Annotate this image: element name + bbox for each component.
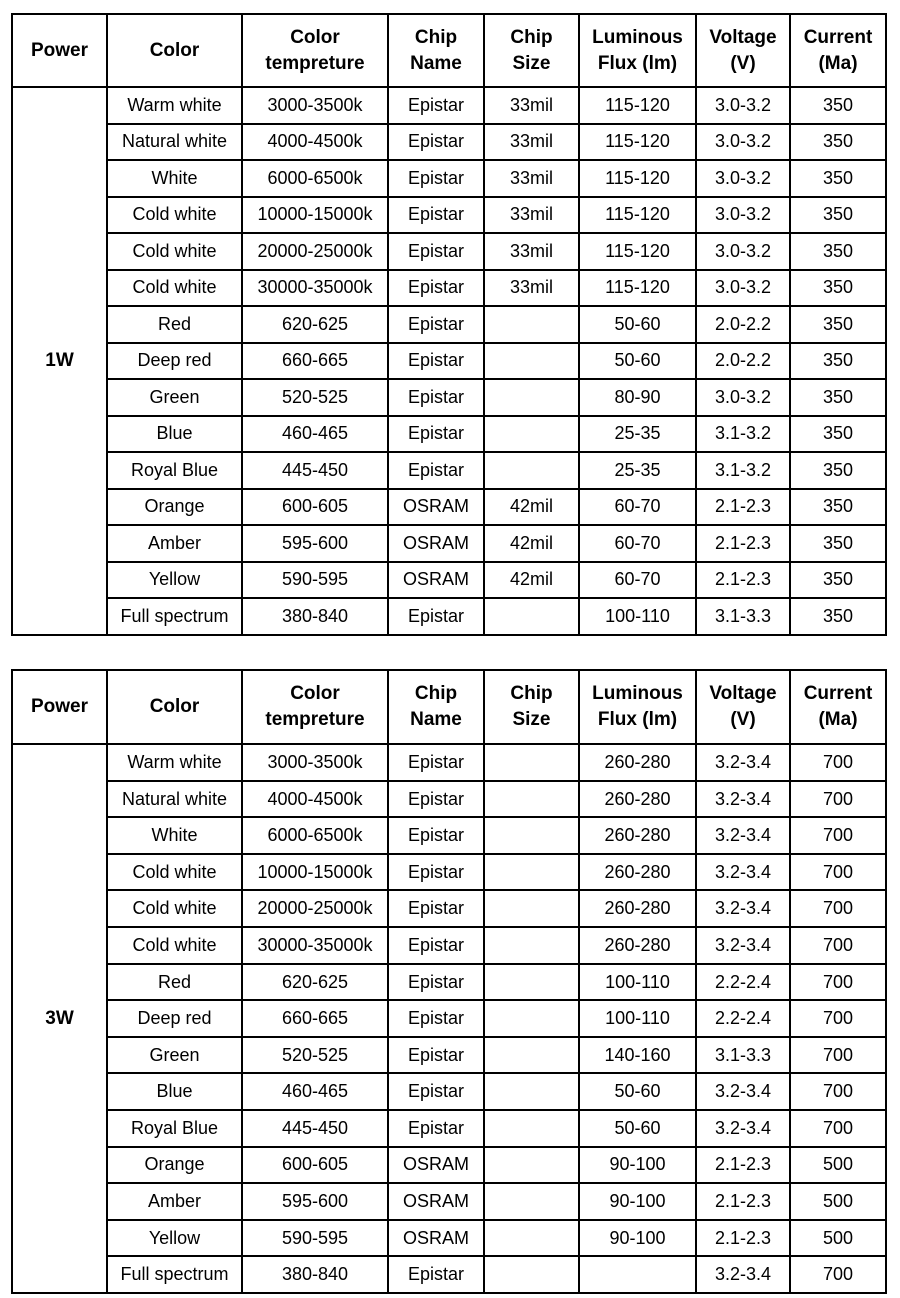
luminous-flux-cell: 50-60 [579,306,696,343]
luminous-flux-cell: 60-70 [579,562,696,599]
table-row [12,233,886,270]
header-current: Current (Ma) [790,14,886,87]
luminous-flux-cell [579,1256,696,1293]
table-row [12,270,886,307]
luminous-flux-cell: 60-70 [579,489,696,526]
color-cell: Full spectrum [107,598,242,635]
chip-name-cell: Epistar [388,744,484,781]
table-row [12,87,886,124]
chip-name-cell: Epistar [388,270,484,307]
color-cell: Full spectrum [107,1256,242,1293]
color-cell: Green [107,379,242,416]
voltage-cell: 3.0-3.2 [696,160,790,197]
current-cell: 700 [790,854,886,891]
table-row [12,197,886,234]
voltage-cell: 2.1-2.3 [696,1220,790,1257]
current-cell: 700 [790,1256,886,1293]
voltage-cell: 2.2-2.4 [696,1000,790,1037]
chip-size-cell [484,1037,579,1074]
color-temperature-cell: 520-525 [242,1037,388,1074]
voltage-cell: 3.0-3.2 [696,197,790,234]
color-temperature-cell: 460-465 [242,416,388,453]
table-row [12,854,886,891]
voltage-cell: 3.1-3.3 [696,598,790,635]
current-cell: 700 [790,744,886,781]
luminous-flux-cell: 50-60 [579,1110,696,1147]
chip-size-cell [484,416,579,453]
current-cell: 700 [790,817,886,854]
chip-size-cell [484,781,579,818]
header-chip-name: Chip Name [388,670,484,744]
color-cell: Warm white [107,744,242,781]
chip-size-cell [484,927,579,964]
color-temperature-cell: 590-595 [242,562,388,599]
chip-size-cell [484,598,579,635]
header-power: Power [12,670,107,744]
luminous-flux-cell: 115-120 [579,270,696,307]
voltage-cell: 3.0-3.2 [696,270,790,307]
color-temperature-cell: 4000-4500k [242,781,388,818]
chip-name-cell: Epistar [388,1000,484,1037]
color-cell: Cold white [107,854,242,891]
color-cell: Yellow [107,1220,242,1257]
luminous-flux-cell: 260-280 [579,781,696,818]
table-row [12,1256,886,1293]
color-temperature-cell: 590-595 [242,1220,388,1257]
color-temperature-cell: 460-465 [242,1073,388,1110]
header-luminous-flux: Luminous Flux (lm) [579,670,696,744]
current-cell: 700 [790,1037,886,1074]
table-row [12,562,886,599]
color-temperature-cell: 620-625 [242,306,388,343]
luminous-flux-cell: 60-70 [579,525,696,562]
power-cell: 3W [12,744,107,1293]
chip-name-cell: Epistar [388,854,484,891]
voltage-cell: 3.2-3.4 [696,1073,790,1110]
voltage-cell: 2.2-2.4 [696,964,790,1001]
chip-name-cell: Epistar [388,781,484,818]
chip-name-cell: Epistar [388,1110,484,1147]
color-temperature-cell: 660-665 [242,343,388,380]
chip-name-cell: Epistar [388,598,484,635]
table-row [12,416,886,453]
color-temperature-cell: 3000-3500k [242,744,388,781]
color-temperature-cell: 600-605 [242,489,388,526]
color-cell: Cold white [107,233,242,270]
chip-name-cell: Epistar [388,1073,484,1110]
color-temperature-cell: 620-625 [242,964,388,1001]
current-cell: 350 [790,562,886,599]
table-row [12,160,886,197]
luminous-flux-cell: 260-280 [579,744,696,781]
power-cell: 1W [12,87,107,635]
table-row [12,1000,886,1037]
color-temperature-cell: 30000-35000k [242,927,388,964]
chip-size-cell [484,379,579,416]
color-temperature-cell: 595-600 [242,525,388,562]
current-cell: 500 [790,1147,886,1184]
table-row [12,343,886,380]
current-cell: 700 [790,781,886,818]
color-cell: Royal Blue [107,1110,242,1147]
table-row [12,124,886,161]
chip-name-cell: Epistar [388,927,484,964]
luminous-flux-cell: 140-160 [579,1037,696,1074]
color-temperature-cell: 380-840 [242,598,388,635]
color-temperature-cell: 20000-25000k [242,890,388,927]
color-temperature-cell: 445-450 [242,1110,388,1147]
chip-size-cell [484,1183,579,1220]
chip-name-cell: Epistar [388,452,484,489]
chip-name-cell: Epistar [388,124,484,161]
luminous-flux-cell: 100-110 [579,964,696,1001]
spec-table-1w [11,13,887,636]
chip-size-cell [484,1110,579,1147]
voltage-cell: 2.1-2.3 [696,489,790,526]
table-row [12,890,886,927]
color-temperature-cell: 6000-6500k [242,160,388,197]
table-row [12,452,886,489]
voltage-cell: 3.1-3.3 [696,1037,790,1074]
chip-size-cell: 42mil [484,489,579,526]
chip-size-cell [484,890,579,927]
color-temperature-cell: 520-525 [242,379,388,416]
table-row [12,1183,886,1220]
current-cell: 350 [790,379,886,416]
color-temperature-cell: 4000-4500k [242,124,388,161]
voltage-cell: 3.2-3.4 [696,890,790,927]
voltage-cell: 3.2-3.4 [696,854,790,891]
voltage-cell: 2.0-2.2 [696,306,790,343]
table-row [12,1037,886,1074]
luminous-flux-cell: 260-280 [579,890,696,927]
luminous-flux-cell: 50-60 [579,1073,696,1110]
chip-size-cell: 33mil [484,160,579,197]
header-power: Power [12,14,107,87]
luminous-flux-cell: 90-100 [579,1183,696,1220]
color-temperature-cell: 445-450 [242,452,388,489]
voltage-cell: 2.1-2.3 [696,1147,790,1184]
chip-size-cell [484,343,579,380]
luminous-flux-cell: 115-120 [579,233,696,270]
voltage-cell: 3.2-3.4 [696,817,790,854]
table-row [12,964,886,1001]
current-cell: 350 [790,233,886,270]
chip-name-cell: OSRAM [388,1183,484,1220]
voltage-cell: 3.2-3.4 [696,744,790,781]
luminous-flux-cell: 260-280 [579,854,696,891]
luminous-flux-cell: 100-110 [579,598,696,635]
chip-size-cell [484,744,579,781]
current-cell: 350 [790,489,886,526]
current-cell: 350 [790,343,886,380]
color-temperature-cell: 20000-25000k [242,233,388,270]
color-cell: Blue [107,1073,242,1110]
color-temperature-cell: 660-665 [242,1000,388,1037]
chip-name-cell: Epistar [388,197,484,234]
luminous-flux-cell: 260-280 [579,927,696,964]
current-cell: 500 [790,1220,886,1257]
color-cell: Amber [107,1183,242,1220]
luminous-flux-cell: 115-120 [579,197,696,234]
chip-name-cell: OSRAM [388,525,484,562]
color-cell: Cold white [107,890,242,927]
current-cell: 350 [790,598,886,635]
chip-name-cell: Epistar [388,416,484,453]
table-row [12,781,886,818]
color-cell: Orange [107,489,242,526]
chip-name-cell: Epistar [388,160,484,197]
voltage-cell: 2.1-2.3 [696,1183,790,1220]
chip-name-cell: Epistar [388,233,484,270]
color-cell: Cold white [107,197,242,234]
header-row [12,14,886,87]
current-cell: 350 [790,525,886,562]
chip-size-cell: 33mil [484,124,579,161]
current-cell: 700 [790,927,886,964]
chip-size-cell [484,1220,579,1257]
color-cell: Amber [107,525,242,562]
current-cell: 500 [790,1183,886,1220]
voltage-cell: 3.2-3.4 [696,927,790,964]
color-cell: Deep red [107,1000,242,1037]
voltage-cell: 2.1-2.3 [696,525,790,562]
header-voltage: Voltage (V) [696,670,790,744]
chip-size-cell [484,1000,579,1037]
color-cell: White [107,817,242,854]
color-temperature-cell: 380-840 [242,1256,388,1293]
chip-name-cell: Epistar [388,343,484,380]
luminous-flux-cell: 115-120 [579,124,696,161]
header-color-temperature: Color tempreture [242,670,388,744]
color-temperature-cell: 6000-6500k [242,817,388,854]
chip-size-cell: 33mil [484,233,579,270]
color-temperature-cell: 10000-15000k [242,197,388,234]
color-cell: Red [107,306,242,343]
header-chip-name: Chip Name [388,14,484,87]
current-cell: 700 [790,1110,886,1147]
current-cell: 350 [790,416,886,453]
luminous-flux-cell: 25-35 [579,416,696,453]
voltage-cell: 3.2-3.4 [696,1110,790,1147]
luminous-flux-cell: 100-110 [579,1000,696,1037]
header-color: Color [107,670,242,744]
voltage-cell: 3.1-3.2 [696,452,790,489]
table-row [12,927,886,964]
chip-name-cell: OSRAM [388,1147,484,1184]
voltage-cell: 3.1-3.2 [696,416,790,453]
color-temperature-cell: 600-605 [242,1147,388,1184]
luminous-flux-cell: 260-280 [579,817,696,854]
luminous-flux-cell: 25-35 [579,452,696,489]
color-temperature-cell: 10000-15000k [242,854,388,891]
voltage-cell: 3.0-3.2 [696,87,790,124]
current-cell: 700 [790,1073,886,1110]
color-cell: Warm white [107,87,242,124]
luminous-flux-cell: 50-60 [579,343,696,380]
header-current: Current (Ma) [790,670,886,744]
chip-size-cell: 42mil [484,562,579,599]
color-temperature-cell: 595-600 [242,1183,388,1220]
current-cell: 700 [790,890,886,927]
voltage-cell: 2.1-2.3 [696,562,790,599]
luminous-flux-cell: 115-120 [579,160,696,197]
table-row [12,1110,886,1147]
table-row [12,379,886,416]
current-cell: 350 [790,87,886,124]
current-cell: 350 [790,124,886,161]
chip-size-cell [484,1256,579,1293]
chip-name-cell: OSRAM [388,1220,484,1257]
chip-size-cell [484,964,579,1001]
table-row [12,1073,886,1110]
header-color: Color [107,14,242,87]
header-row [12,670,886,744]
chip-size-cell: 33mil [484,270,579,307]
chip-size-cell [484,452,579,489]
spec-table-3w [11,669,887,1294]
current-cell: 350 [790,306,886,343]
color-cell: Green [107,1037,242,1074]
header-voltage: Voltage (V) [696,14,790,87]
color-cell: Cold white [107,270,242,307]
color-cell: Natural white [107,124,242,161]
header-chip-size: Chip Size [484,14,579,87]
chip-size-cell [484,1147,579,1184]
table-row [12,306,886,343]
header-color-temperature: Color tempreture [242,14,388,87]
chip-size-cell: 33mil [484,87,579,124]
chip-name-cell: Epistar [388,890,484,927]
color-cell: Cold white [107,927,242,964]
color-cell: Natural white [107,781,242,818]
current-cell: 700 [790,1000,886,1037]
table-row [12,598,886,635]
current-cell: 350 [790,452,886,489]
header-chip-size: Chip Size [484,670,579,744]
chip-name-cell: Epistar [388,379,484,416]
luminous-flux-cell: 80-90 [579,379,696,416]
chip-size-cell [484,854,579,891]
color-cell: Yellow [107,562,242,599]
table-row [12,489,886,526]
table-row [12,1220,886,1257]
color-temperature-cell: 3000-3500k [242,87,388,124]
color-cell: Blue [107,416,242,453]
chip-name-cell: Epistar [388,1256,484,1293]
color-cell: Deep red [107,343,242,380]
chip-name-cell: Epistar [388,817,484,854]
chip-size-cell: 33mil [484,197,579,234]
chip-name-cell: Epistar [388,1037,484,1074]
chip-size-cell: 42mil [484,525,579,562]
luminous-flux-cell: 115-120 [579,87,696,124]
chip-size-cell [484,306,579,343]
current-cell: 350 [790,197,886,234]
luminous-flux-cell: 90-100 [579,1147,696,1184]
chip-name-cell: Epistar [388,306,484,343]
voltage-cell: 3.0-3.2 [696,379,790,416]
chip-name-cell: Epistar [388,87,484,124]
voltage-cell: 3.0-3.2 [696,124,790,161]
color-cell: Orange [107,1147,242,1184]
chip-name-cell: Epistar [388,964,484,1001]
table-row [12,525,886,562]
chip-name-cell: OSRAM [388,562,484,599]
current-cell: 350 [790,270,886,307]
chip-size-cell [484,817,579,854]
voltage-cell: 3.2-3.4 [696,781,790,818]
voltage-cell: 2.0-2.2 [696,343,790,380]
color-cell: Red [107,964,242,1001]
luminous-flux-cell: 90-100 [579,1220,696,1257]
header-luminous-flux: Luminous Flux (lm) [579,14,696,87]
table-row [12,744,886,781]
table-row [12,1147,886,1184]
color-cell: Royal Blue [107,452,242,489]
voltage-cell: 3.2-3.4 [696,1256,790,1293]
current-cell: 700 [790,964,886,1001]
color-cell: White [107,160,242,197]
current-cell: 350 [790,160,886,197]
voltage-cell: 3.0-3.2 [696,233,790,270]
chip-name-cell: OSRAM [388,489,484,526]
chip-size-cell [484,1073,579,1110]
table-row [12,817,886,854]
color-temperature-cell: 30000-35000k [242,270,388,307]
